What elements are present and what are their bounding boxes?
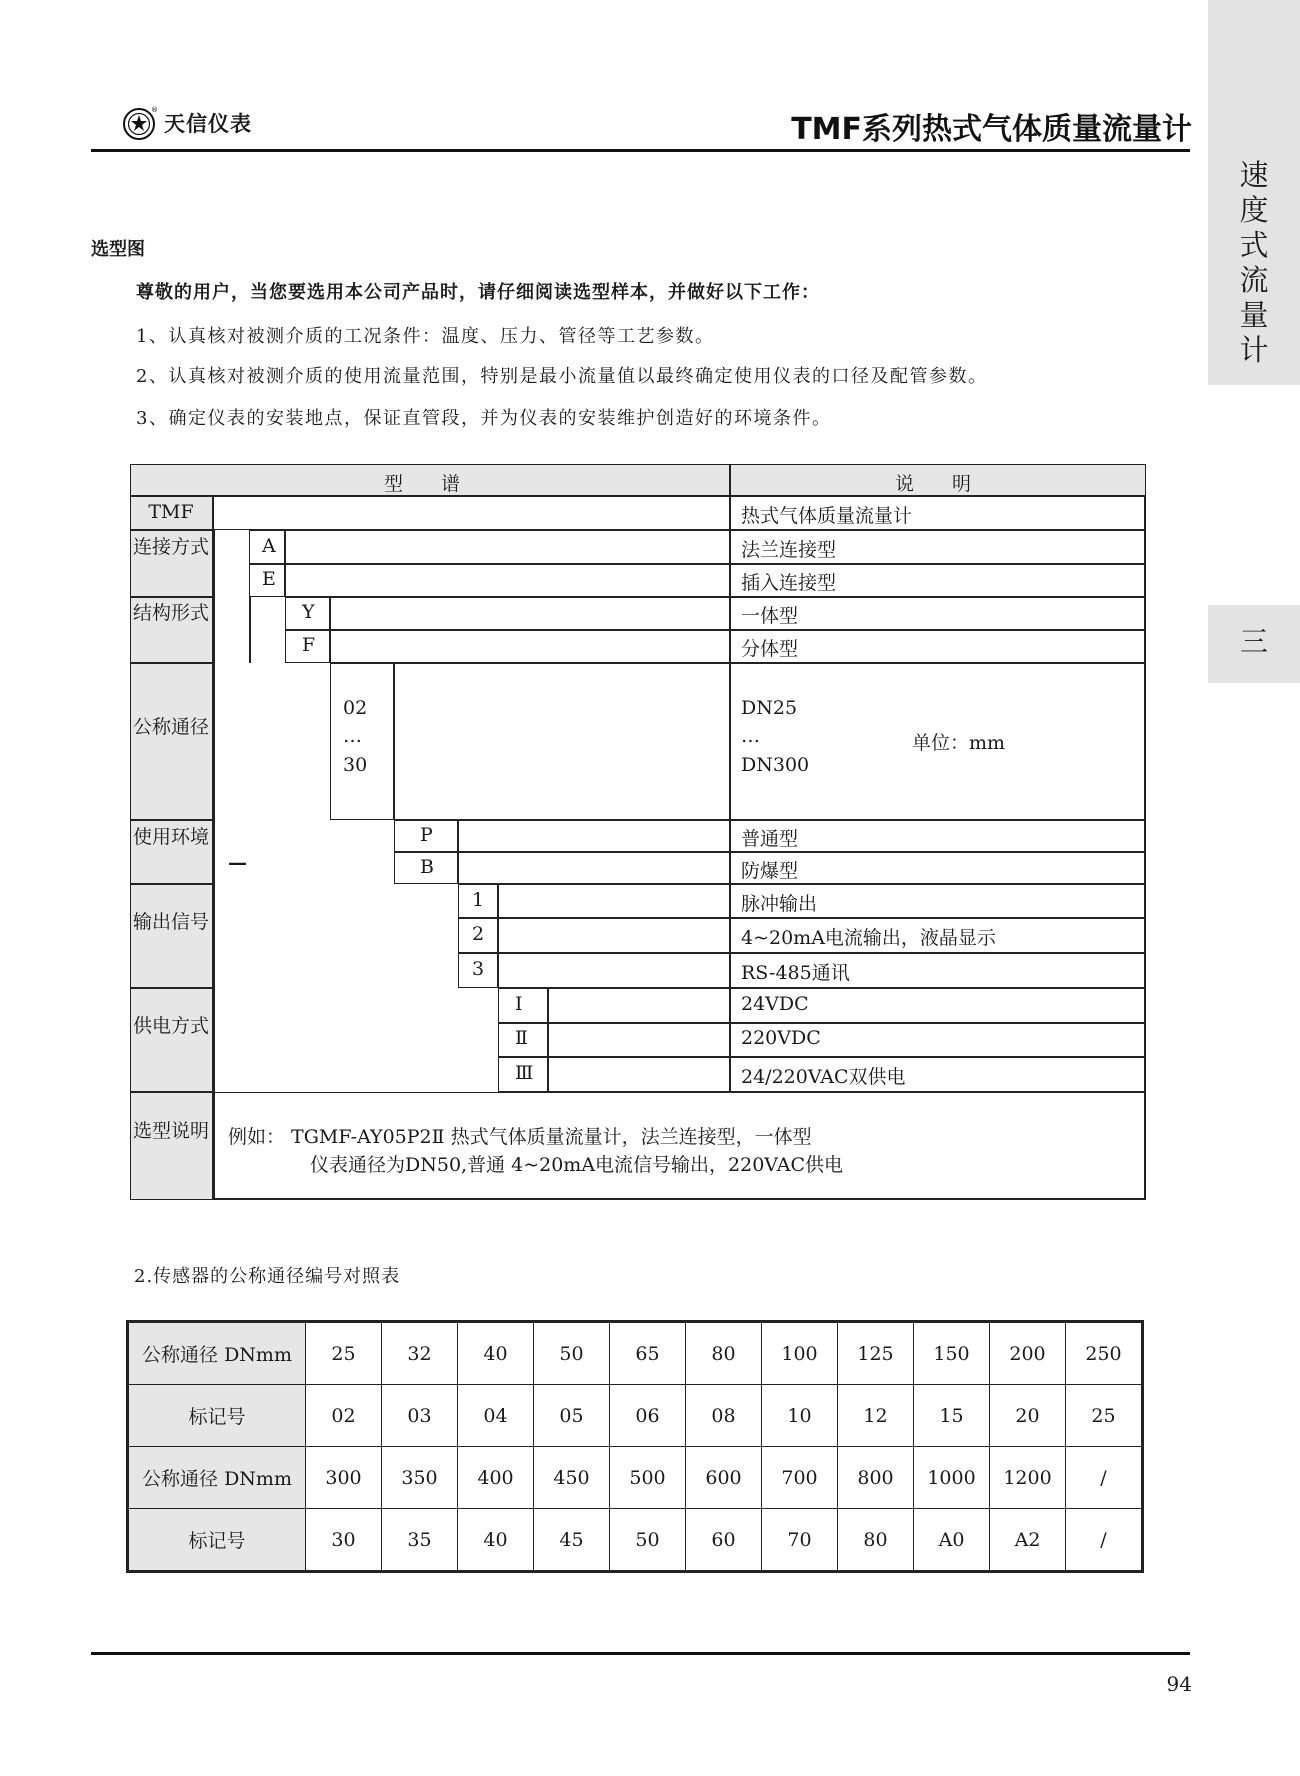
power-label: 供电方式 — [132, 1015, 209, 1037]
diameter-unit: 单位：mm — [912, 732, 1006, 754]
structure-label: 结构形式 — [132, 602, 209, 624]
code-diameter-first: 02 — [343, 697, 368, 719]
table-cell: 05 — [534, 1385, 610, 1447]
code-3: 3 — [472, 958, 485, 980]
code-b: B — [420, 856, 434, 878]
header-divider — [91, 149, 1190, 152]
table-cell: 12 — [838, 1385, 914, 1447]
table-cell: 100 — [762, 1322, 838, 1385]
table-cell: 200 — [990, 1322, 1066, 1385]
desc-current: 4~20mA电流输出，液晶显示 — [741, 927, 996, 949]
footer-divider — [91, 1652, 1190, 1655]
table-cell: 50 — [610, 1509, 686, 1572]
desc-tmf: 热式气体质量流量计 — [741, 505, 913, 527]
table-cell: 45 — [534, 1509, 610, 1572]
desc-insertion: 插入连接型 — [741, 572, 837, 594]
environment-dash: — — [228, 852, 247, 874]
header-model: 型 谱 — [384, 473, 461, 495]
table-cell: 700 — [762, 1447, 838, 1509]
desc-24vdc: 24VDC — [741, 993, 809, 1015]
page-number: 94 — [1166, 1672, 1192, 1696]
table-cell: 80 — [838, 1509, 914, 1572]
table-row — [128, 1322, 1143, 1385]
table-cell: 600 — [686, 1447, 762, 1509]
table-cell: 150 — [914, 1322, 990, 1385]
code-diameter-dots: … — [343, 725, 362, 747]
table-cell: 25 — [1066, 1385, 1143, 1447]
example-line-1: 例如： TGMF-AY05P2Ⅱ 热式气体质量流量计，法兰连接型，一体型 — [228, 1126, 812, 1148]
table-cell: 35 — [382, 1509, 458, 1572]
svg-text:®: ® — [151, 106, 158, 114]
selection-table — [130, 464, 1146, 1200]
desc-split: 分体型 — [741, 638, 799, 660]
step-item: 3、确定仪表的安装地点，保证直管段，并为仪表的安装维护创造好的环境条件。 — [136, 408, 832, 429]
table-cell: 15 — [914, 1385, 990, 1447]
table-row — [128, 1447, 1143, 1509]
code-diameter-last: 30 — [343, 754, 368, 776]
example-label: 选型说明 — [132, 1120, 209, 1142]
desc-rs485: RS-485通讯 — [741, 962, 850, 984]
desc-diameter-first: DN25 — [741, 697, 798, 719]
code-y: Y — [302, 601, 315, 623]
table-cell: 80 — [686, 1322, 762, 1385]
step-item: 1、认真核对被测介质的工况条件：温度、压力、管径等工艺参数。 — [136, 326, 715, 347]
row-header: 公称通径 DNmm — [128, 1447, 306, 1509]
example-line-2: 仪表通径为DN50,普通 4~20mA电流信号输出，220VAC供电 — [310, 1154, 843, 1176]
table-cell: 500 — [610, 1447, 686, 1509]
logo-emblem-icon — [122, 105, 158, 141]
row-header: 公称通径 DNmm — [128, 1322, 306, 1385]
table-cell: 32 — [382, 1322, 458, 1385]
desc-flange: 法兰连接型 — [741, 539, 837, 561]
side-tab-text: 速 度 式 流 量 计 — [1239, 158, 1269, 367]
intro-text: 尊敬的用户，当您要选用本公司产品时，请仔细阅读选型样本，并做好以下工作： — [136, 282, 820, 303]
tmf-code: TMF — [148, 501, 194, 523]
table-cell: 25 — [306, 1322, 382, 1385]
page-title: TMF系列热式气体质量流量计 — [791, 112, 1192, 147]
table-cell: 50 — [534, 1322, 610, 1385]
table-cell: / — [1066, 1509, 1143, 1572]
code-a: A — [262, 535, 276, 557]
table-cell: 20 — [990, 1385, 1066, 1447]
table-row — [128, 1385, 1143, 1447]
output-label: 输出信号 — [132, 911, 209, 933]
table-cell: A0 — [914, 1509, 990, 1572]
table-cell: 1000 — [914, 1447, 990, 1509]
table-cell: 08 — [686, 1385, 762, 1447]
table-cell: 30 — [306, 1509, 382, 1572]
row-header: 标记号 — [128, 1385, 306, 1447]
table-cell: 70 — [762, 1509, 838, 1572]
desc-normal: 普通型 — [741, 828, 799, 850]
table-cell: 300 — [306, 1447, 382, 1509]
desc-explosion-proof: 防爆型 — [741, 860, 799, 882]
code-e: E — [262, 568, 276, 590]
code-p: P — [420, 824, 433, 846]
step-item: 2、认真核对被测介质的使用流量范围，特别是最小流量值以最终确定使用仪表的口径及配管参数。 — [136, 366, 988, 387]
code-1: 1 — [472, 889, 485, 911]
table-cell: 40 — [458, 1509, 534, 1572]
row-header: 标记号 — [128, 1509, 306, 1572]
desc-diameter-last: DN300 — [741, 754, 810, 776]
code-power-3: Ⅲ — [515, 1062, 534, 1084]
table-cell: 03 — [382, 1385, 458, 1447]
code-2: 2 — [472, 923, 485, 945]
desc-integral: 一体型 — [741, 605, 799, 627]
desc-220vdc: 220VDC — [741, 1027, 821, 1049]
table-cell: 40 — [458, 1322, 534, 1385]
header-description: 说 明 — [895, 473, 972, 495]
connection-label: 连接方式 — [132, 536, 209, 558]
section-title: 选型图 — [91, 239, 145, 260]
table-cell: 125 — [838, 1322, 914, 1385]
dn-table-caption: 2.传感器的公称通径编号对照表 — [134, 1266, 401, 1287]
table-cell: 60 — [686, 1509, 762, 1572]
code-f: F — [302, 634, 316, 656]
environment-label: 使用环境 — [132, 826, 209, 848]
table-cell: 65 — [610, 1322, 686, 1385]
table-cell: 02 — [306, 1385, 382, 1447]
table-cell: / — [1066, 1447, 1143, 1509]
table-cell: 400 — [458, 1447, 534, 1509]
code-power-1: Ⅰ — [515, 993, 523, 1015]
table-cell: 1200 — [990, 1447, 1066, 1509]
table-cell: A2 — [990, 1509, 1066, 1572]
diameter-label: 公称通径 — [132, 716, 209, 738]
desc-dual: 24/220VAC双供电 — [741, 1066, 906, 1088]
table-cell: 06 — [610, 1385, 686, 1447]
table-row — [128, 1509, 1143, 1572]
brand-logo — [122, 104, 252, 142]
table-cell: 800 — [838, 1447, 914, 1509]
brand-name: 天信仪表 — [164, 111, 252, 136]
chapter-number: 三 — [1239, 625, 1268, 658]
desc-pulse: 脉冲输出 — [741, 893, 818, 915]
table-cell: 10 — [762, 1385, 838, 1447]
table-cell: 250 — [1066, 1322, 1143, 1385]
table-cell: 450 — [534, 1447, 610, 1509]
table-cell: 04 — [458, 1385, 534, 1447]
code-power-2: Ⅱ — [515, 1027, 528, 1049]
table-cell: 350 — [382, 1447, 458, 1509]
dn-table — [126, 1320, 1144, 1573]
desc-diameter-dots: … — [741, 725, 760, 747]
